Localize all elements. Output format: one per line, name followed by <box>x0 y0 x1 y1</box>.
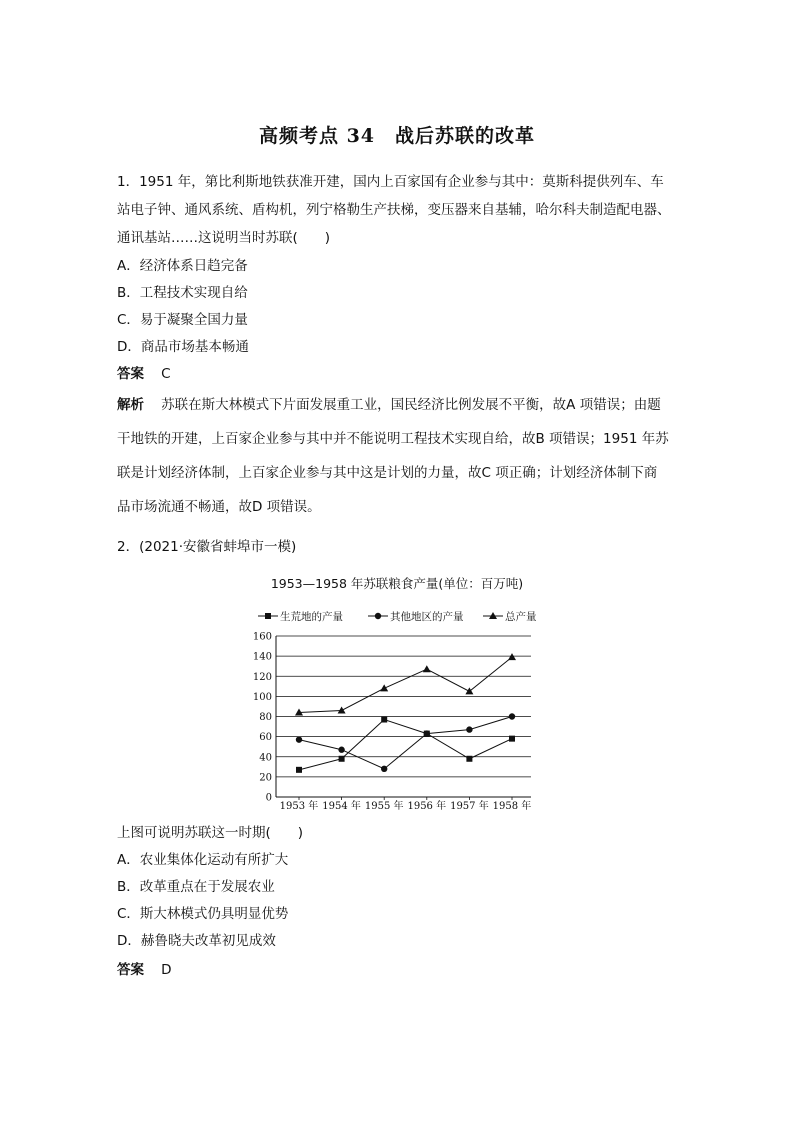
data-point-circle <box>296 736 302 742</box>
q2-option-d: D．赫鲁晓夫改革初见成效 <box>117 933 276 949</box>
q1-analysis-line: 联是计划经济体制，上百家企业参与其中这是计划的力量，故C 项正确；计划经济体制下商 <box>117 465 658 481</box>
q1-option-a: A．经济体系日趋完备 <box>117 258 248 274</box>
q2-stem: 上图可说明苏联这一时期( ) <box>117 825 304 841</box>
y-tick-label: 120 <box>252 671 272 683</box>
chart-legend <box>258 610 537 623</box>
x-tick-label: 1953 年 <box>279 801 319 812</box>
data-point-square <box>339 756 345 762</box>
q2-option-c: C．斯大林模式仍具明显优势 <box>117 906 289 922</box>
x-tick-label: 1957 年 <box>450 801 489 812</box>
data-point-triangle <box>508 653 516 660</box>
x-tick-label: 1954 年 <box>322 801 361 812</box>
chart-title: 1953—1958 年苏联粮食产量(单位：百万吨) <box>270 576 524 591</box>
q1-option-d: D．商品市场基本畅通 <box>117 339 249 355</box>
q1-stem-line: 1．1951 年，第比利斯地铁获准开建，国内上百家国有企业参与其中：莫斯科提供列车、车 <box>117 174 664 190</box>
y-tick-label: 0 <box>265 792 272 804</box>
legend-label: 其他地区的产量 <box>390 611 464 623</box>
analysis-text: 苏联在斯大林模式下片面发展重工业，国民经济比例发展不平衡，故A 项错误；由题 <box>161 397 661 413</box>
y-tick-label: 80 <box>259 712 272 723</box>
data-point-square <box>296 767 302 773</box>
data-point-square <box>265 613 271 619</box>
data-point-triangle <box>465 687 473 694</box>
q1-analysis-line: 品市场流通不畅通，故D 项错误。 <box>117 499 321 515</box>
legend-label: 总产量 <box>505 611 537 623</box>
data-point-square <box>466 756 472 762</box>
data-point-square <box>381 717 387 723</box>
answer-label: 答案 <box>117 962 144 978</box>
y-tick-label: 140 <box>252 651 272 663</box>
analysis-label: 解析 <box>117 397 144 413</box>
y-axis <box>253 632 272 804</box>
y-tick-label: 160 <box>252 631 272 643</box>
data-point-triangle <box>423 665 431 672</box>
y-tick-label: 100 <box>252 691 272 703</box>
q2-option-a: A．农业集体化运动有所扩大 <box>117 852 289 868</box>
q1-option-c: C．易于凝聚全国力量 <box>117 312 248 328</box>
q1-option-b: B．工程技术实现自给 <box>117 285 248 301</box>
x-tick-label: 1955 年 <box>364 801 404 812</box>
page-title: 高频考点 34 战后苏联的改革 <box>258 125 536 147</box>
data-point-circle <box>381 766 387 772</box>
data-point-circle <box>338 747 344 753</box>
x-tick-label: 1956 年 <box>407 801 447 812</box>
answer-value: D <box>161 962 172 978</box>
y-tick-label: 60 <box>259 732 272 744</box>
q2-option-b: B．改革重点在于发展农业 <box>117 879 275 895</box>
data-point-square <box>509 736 515 742</box>
q1-stem-line: 站电子钟、通风系统、盾构机，列宁格勒生产扶梯，变压器来自基辅，哈尔科夫制造配电器、 <box>117 202 671 218</box>
data-point-circle <box>424 730 430 736</box>
q2-header: 2．(2021·安徽省蚌埠市一模) <box>117 539 297 555</box>
q2-answer <box>117 960 172 980</box>
series-line-triangle <box>299 657 512 712</box>
x-tick-label: 1958 年 <box>492 801 532 812</box>
chart-series <box>295 653 516 773</box>
data-point-circle <box>509 713 515 719</box>
q1-stem-line: 通讯基站……这说明当时苏联( ) <box>117 230 331 246</box>
y-tick-label: 20 <box>259 772 272 784</box>
answer-value: C <box>161 366 171 382</box>
series-line-square <box>299 720 512 770</box>
chart-grid <box>276 636 531 797</box>
data-point-triangle <box>338 706 346 713</box>
answer-label: 答案 <box>117 366 144 382</box>
y-tick-label: 40 <box>259 752 272 764</box>
data-point-circle <box>375 613 381 619</box>
x-axis <box>280 797 532 812</box>
data-point-circle <box>466 726 472 732</box>
legend-label: 生荒地的产量 <box>280 611 343 623</box>
series-line-circle <box>299 717 512 769</box>
q1-analysis-line: 干地铁的开建，上百家企业参与其中并不能说明工程技术实现自给，故B 项错误；1951 年苏 <box>117 431 669 447</box>
data-point-triangle <box>380 684 388 691</box>
